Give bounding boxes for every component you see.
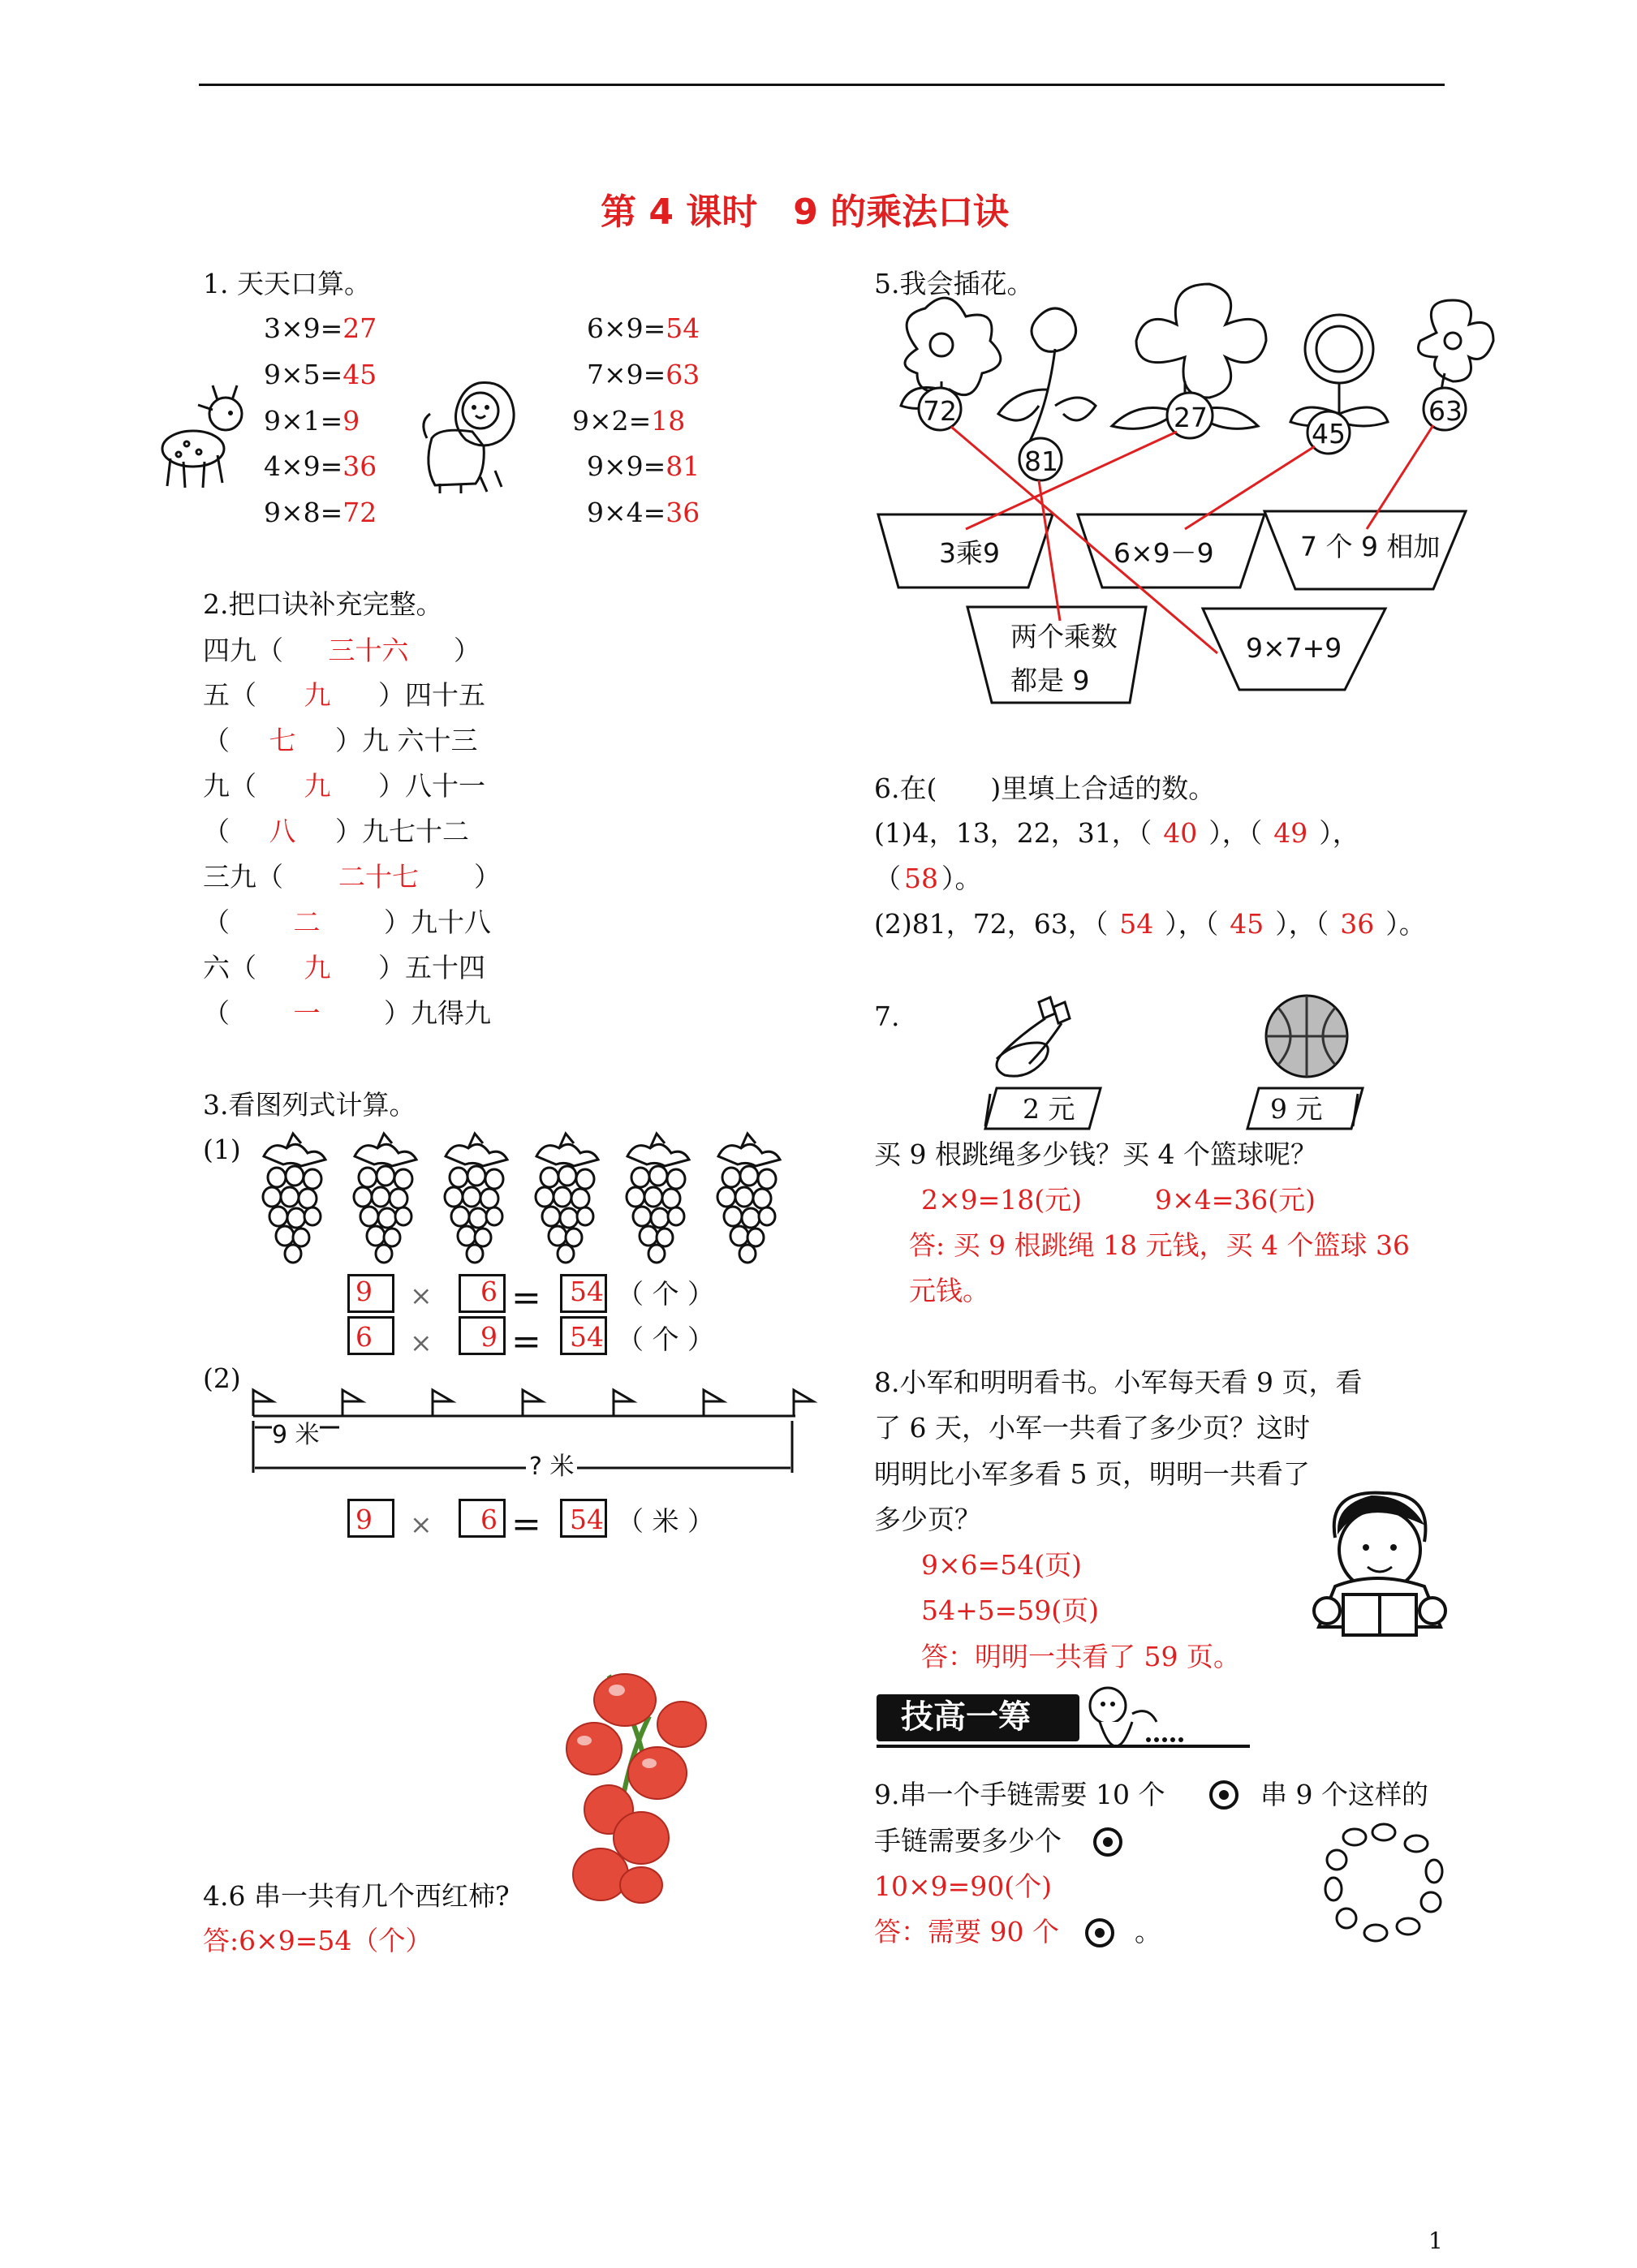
answer-value: 54 <box>570 1321 604 1353</box>
q1-item: 9×8=72 <box>264 497 377 528</box>
q3-heading: 3.看图列式计算。 <box>203 1089 416 1121</box>
flower-number: 72 <box>923 395 957 427</box>
q6-line-1: (1)4，13，22，31，（ 40 ），（ 49 ）， <box>874 817 1359 849</box>
segment-label: 9 米 <box>272 1421 320 1449</box>
lion-icon <box>416 373 521 495</box>
q8-line: 了 6 天，小军一共看了多少页？这时 <box>874 1412 1310 1444</box>
pot-label: 7 个 9 相加 <box>1300 531 1441 562</box>
equals-sign: = <box>511 1277 541 1319</box>
q7-answer-2: 元钱。 <box>909 1275 989 1306</box>
q7-calc-2: 9×4=36(元) <box>1155 1184 1316 1216</box>
q1-item: 9×1=9 <box>264 405 360 437</box>
price-label: 2 元 <box>1023 1093 1075 1125</box>
pot-label: 6×9－9 <box>1114 537 1214 569</box>
flower-number: 27 <box>1174 402 1208 433</box>
pot-label: 两个乘数 <box>1010 621 1118 652</box>
q7-question: 买 9 根跳绳多少钱？买 4 个篮球呢？ <box>874 1138 1317 1170</box>
q1-item: 9×9=81 <box>587 450 700 482</box>
pot-label: 9×7+9 <box>1246 632 1342 664</box>
answer-value: 54 <box>570 1504 604 1535</box>
q8-answer: 答：明明一共看了 59 页。 <box>921 1641 1240 1672</box>
q1-item: 7×9=63 <box>587 359 700 390</box>
q2-row: 六（ 九 ）五十四 <box>203 952 485 983</box>
answer-value: 9 <box>355 1504 373 1535</box>
q1-heading: 1. 天天口算。 <box>203 268 371 299</box>
q1-item: 3×9=27 <box>264 312 377 344</box>
flower-matching-diagram <box>877 300 1493 714</box>
q2-row: 四九（ 三十六 ） <box>203 635 480 666</box>
price-label: 9 元 <box>1270 1093 1323 1125</box>
total-label: ? 米 <box>526 1455 577 1479</box>
answer-value: 9 <box>355 1276 373 1307</box>
page-number: 1 <box>1428 2227 1443 2254</box>
q2-row: （ 一 ）九得九 <box>203 997 491 1029</box>
q7-number: 7. <box>874 1001 900 1032</box>
q7-calc-1: 2×9=18(元) <box>921 1184 1083 1216</box>
pot-label: 3乘9 <box>939 537 1000 569</box>
equals-sign: = <box>511 1321 541 1362</box>
q6-line-1b: （ 58 ）。 <box>874 863 982 894</box>
q1-item: 4×9=36 <box>264 450 377 482</box>
times-sign: × <box>410 1327 433 1358</box>
unit-label: （ 个 ） <box>617 1323 714 1355</box>
basketball-icon <box>1262 992 1351 1081</box>
bracelet-icon <box>1319 1818 1449 1947</box>
jump-rope-icon <box>982 994 1079 1083</box>
q6-heading: 6.在( )里填上合适的数。 <box>874 772 1216 804</box>
unit-label: （ 米 ） <box>617 1505 714 1537</box>
flower-number: 81 <box>1024 445 1058 477</box>
q1-item: 9×5=45 <box>264 359 377 390</box>
unit-label: （ 个 ） <box>617 1278 714 1310</box>
q2-row: 三九（ 二十七 ） <box>203 861 501 893</box>
q6-line-2: (2)81，72，63，（ 54 ），（ 45 ），（ 36 ）。 <box>874 908 1426 940</box>
page-title: 第 4 课时 9 的乘法口诀 <box>601 192 1010 233</box>
tiger-mascot-icon <box>1083 1681 1189 1754</box>
bead-icon <box>1092 1826 1124 1858</box>
deer-icon <box>154 377 252 491</box>
q9-calc: 10×9=90(个) <box>874 1870 1053 1902</box>
q3-part1-label: (1) <box>203 1134 241 1165</box>
answer-value: 6 <box>480 1504 498 1535</box>
answer-value: 9 <box>480 1321 498 1353</box>
q4-answer: 答:6×9=54（个） <box>203 1925 433 1956</box>
bead-icon <box>1083 1917 1116 1949</box>
equals-sign: = <box>511 1504 541 1545</box>
times-sign: × <box>410 1508 433 1540</box>
tomatoes-image <box>560 1668 722 1903</box>
q1-item: 6×9=54 <box>587 312 700 344</box>
q7-answer-1: 答: 买 9 根跳绳 18 元钱，买 4 个篮球 36 <box>909 1229 1411 1261</box>
q9-answer: 答：需要 90 个 <box>874 1916 1059 1947</box>
q2-heading: 2.把口诀补充完整。 <box>203 588 443 620</box>
boy-reading-icon <box>1295 1489 1457 1643</box>
answer-value: 6 <box>480 1276 498 1307</box>
q8-line: 多少页？ <box>874 1504 981 1535</box>
q9-line-1b: 串 9 个这样的 <box>1260 1779 1428 1810</box>
q2-row: （ 七 ）九 六十三 <box>203 725 478 756</box>
q3-part2-label: (2) <box>203 1362 241 1394</box>
q8-line: 8.小军和明明看书。小军每天看 9 页，看 <box>874 1366 1363 1398</box>
header-rule <box>199 84 1445 86</box>
q2-row: （ 八 ）九七十二 <box>203 816 469 847</box>
times-sign: × <box>410 1280 433 1311</box>
grapes-image <box>248 1132 816 1278</box>
answer-value: 54 <box>570 1276 604 1307</box>
q1-item: 9×4=36 <box>587 497 700 528</box>
bead-icon <box>1208 1779 1240 1811</box>
q8-calc-1: 9×6=54(页) <box>921 1549 1083 1581</box>
flower-number: 63 <box>1428 395 1463 427</box>
banner-underline <box>877 1745 1250 1748</box>
q2-row: 九（ 九 ）八十一 <box>203 770 485 802</box>
banner-text: 技高一筹 <box>901 1698 1031 1736</box>
q8-line: 明明比小军多看 5 页，明明一共看了 <box>874 1458 1310 1490</box>
q2-row: （ 二 ）九十八 <box>203 906 491 938</box>
q8-calc-2: 54+5=59(页) <box>921 1594 1100 1626</box>
flower-number: 45 <box>1312 418 1346 450</box>
q9-line-1a: 9.串一个手链需要 10 个 <box>874 1779 1165 1810</box>
answer-value: 6 <box>355 1321 373 1353</box>
q5-heading: 5.我会插花。 <box>874 268 1034 299</box>
q9-answer-end: 。 <box>1135 1916 1161 1947</box>
pot-label: 都是 9 <box>1010 665 1090 696</box>
q4-question: 4.6 串一共有几个西红柿? <box>203 1880 510 1912</box>
q2-row: 五（ 九 ）四十五 <box>203 679 485 711</box>
q9-line-2: 手链需要多少个 <box>874 1825 1062 1857</box>
q1-item: 9×2=18 <box>572 405 686 437</box>
